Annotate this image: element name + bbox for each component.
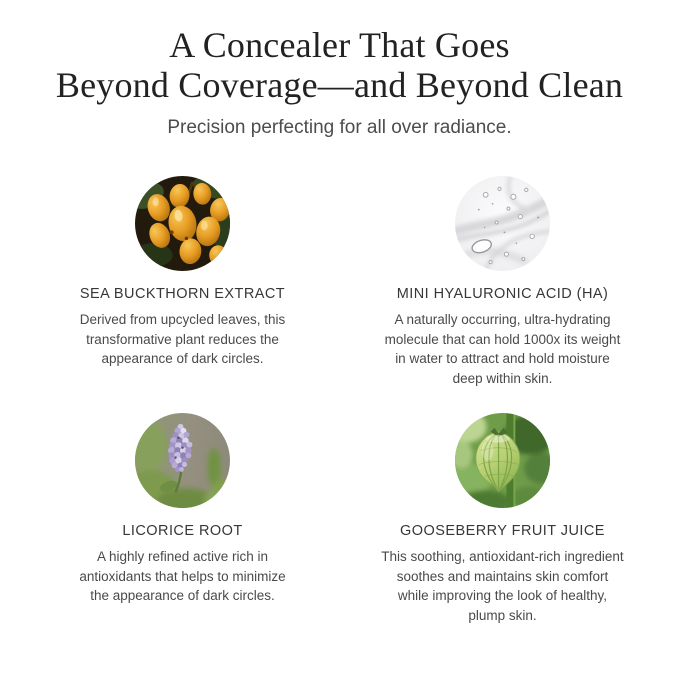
ingredient-description [381,547,623,625]
ingredient-grid [0,176,679,625]
ingredient-card-gooseberry [343,413,663,625]
ingredient-name: LICORICE ROOT [122,523,243,539]
description-line: while improving the look of healthy, [397,588,608,603]
page-title-line-2: Beyond Coverage—and Beyond Clean [55,65,624,105]
ingredient-card-licorice-root [23,413,343,625]
description-line: deep within skin. [452,370,553,386]
ingredient-name: GOOSEBERRY FRUIT JUICE [400,523,605,539]
description-line: the appearance of dark circles. [90,588,275,603]
licorice-flower-image [135,413,230,508]
description-line: A naturally occurring, ultra-hydrating [394,312,611,327]
ingredient-name: MINI HYALURONIC ACID (HA) [396,286,609,302]
ingredient-card-hyaluronic-acid [343,176,663,413]
ingredient-description [80,310,286,369]
description-line: This soothing, antioxidant-rich ingredient [381,549,624,564]
ingredient-name: SEA BUCKTHORN EXTRACT [79,286,286,302]
page-title-line-1: A Concealer That Goes [169,25,510,65]
description-line: transformative plant reduces the [86,331,279,347]
description-line: A highly refined active rich in [96,549,269,564]
description-line: antioxidants that helps to minimize [79,568,286,584]
description-line: in water to attract and hold moisture [395,351,610,366]
hyaluronic-acid-gel-image [455,176,550,271]
page-title [0,25,679,105]
description-line: molecule that can hold 1000x its weight [384,331,621,347]
ingredient-card-sea-buckthorn [23,176,343,413]
ingredient-description [385,310,621,388]
description-line: Derived from upcycled leaves, this [79,312,286,327]
sea-buckthorn-image [135,176,230,271]
ingredient-description [79,547,285,606]
description-line: plump skin. [468,607,537,623]
description-line: appearance of dark circles. [101,351,264,366]
page-subtitle: Precision perfecting for all over radiance. [167,117,512,138]
description-line: soothes and maintains skin comfort [396,568,609,584]
gooseberry-fruit-image [455,413,550,508]
